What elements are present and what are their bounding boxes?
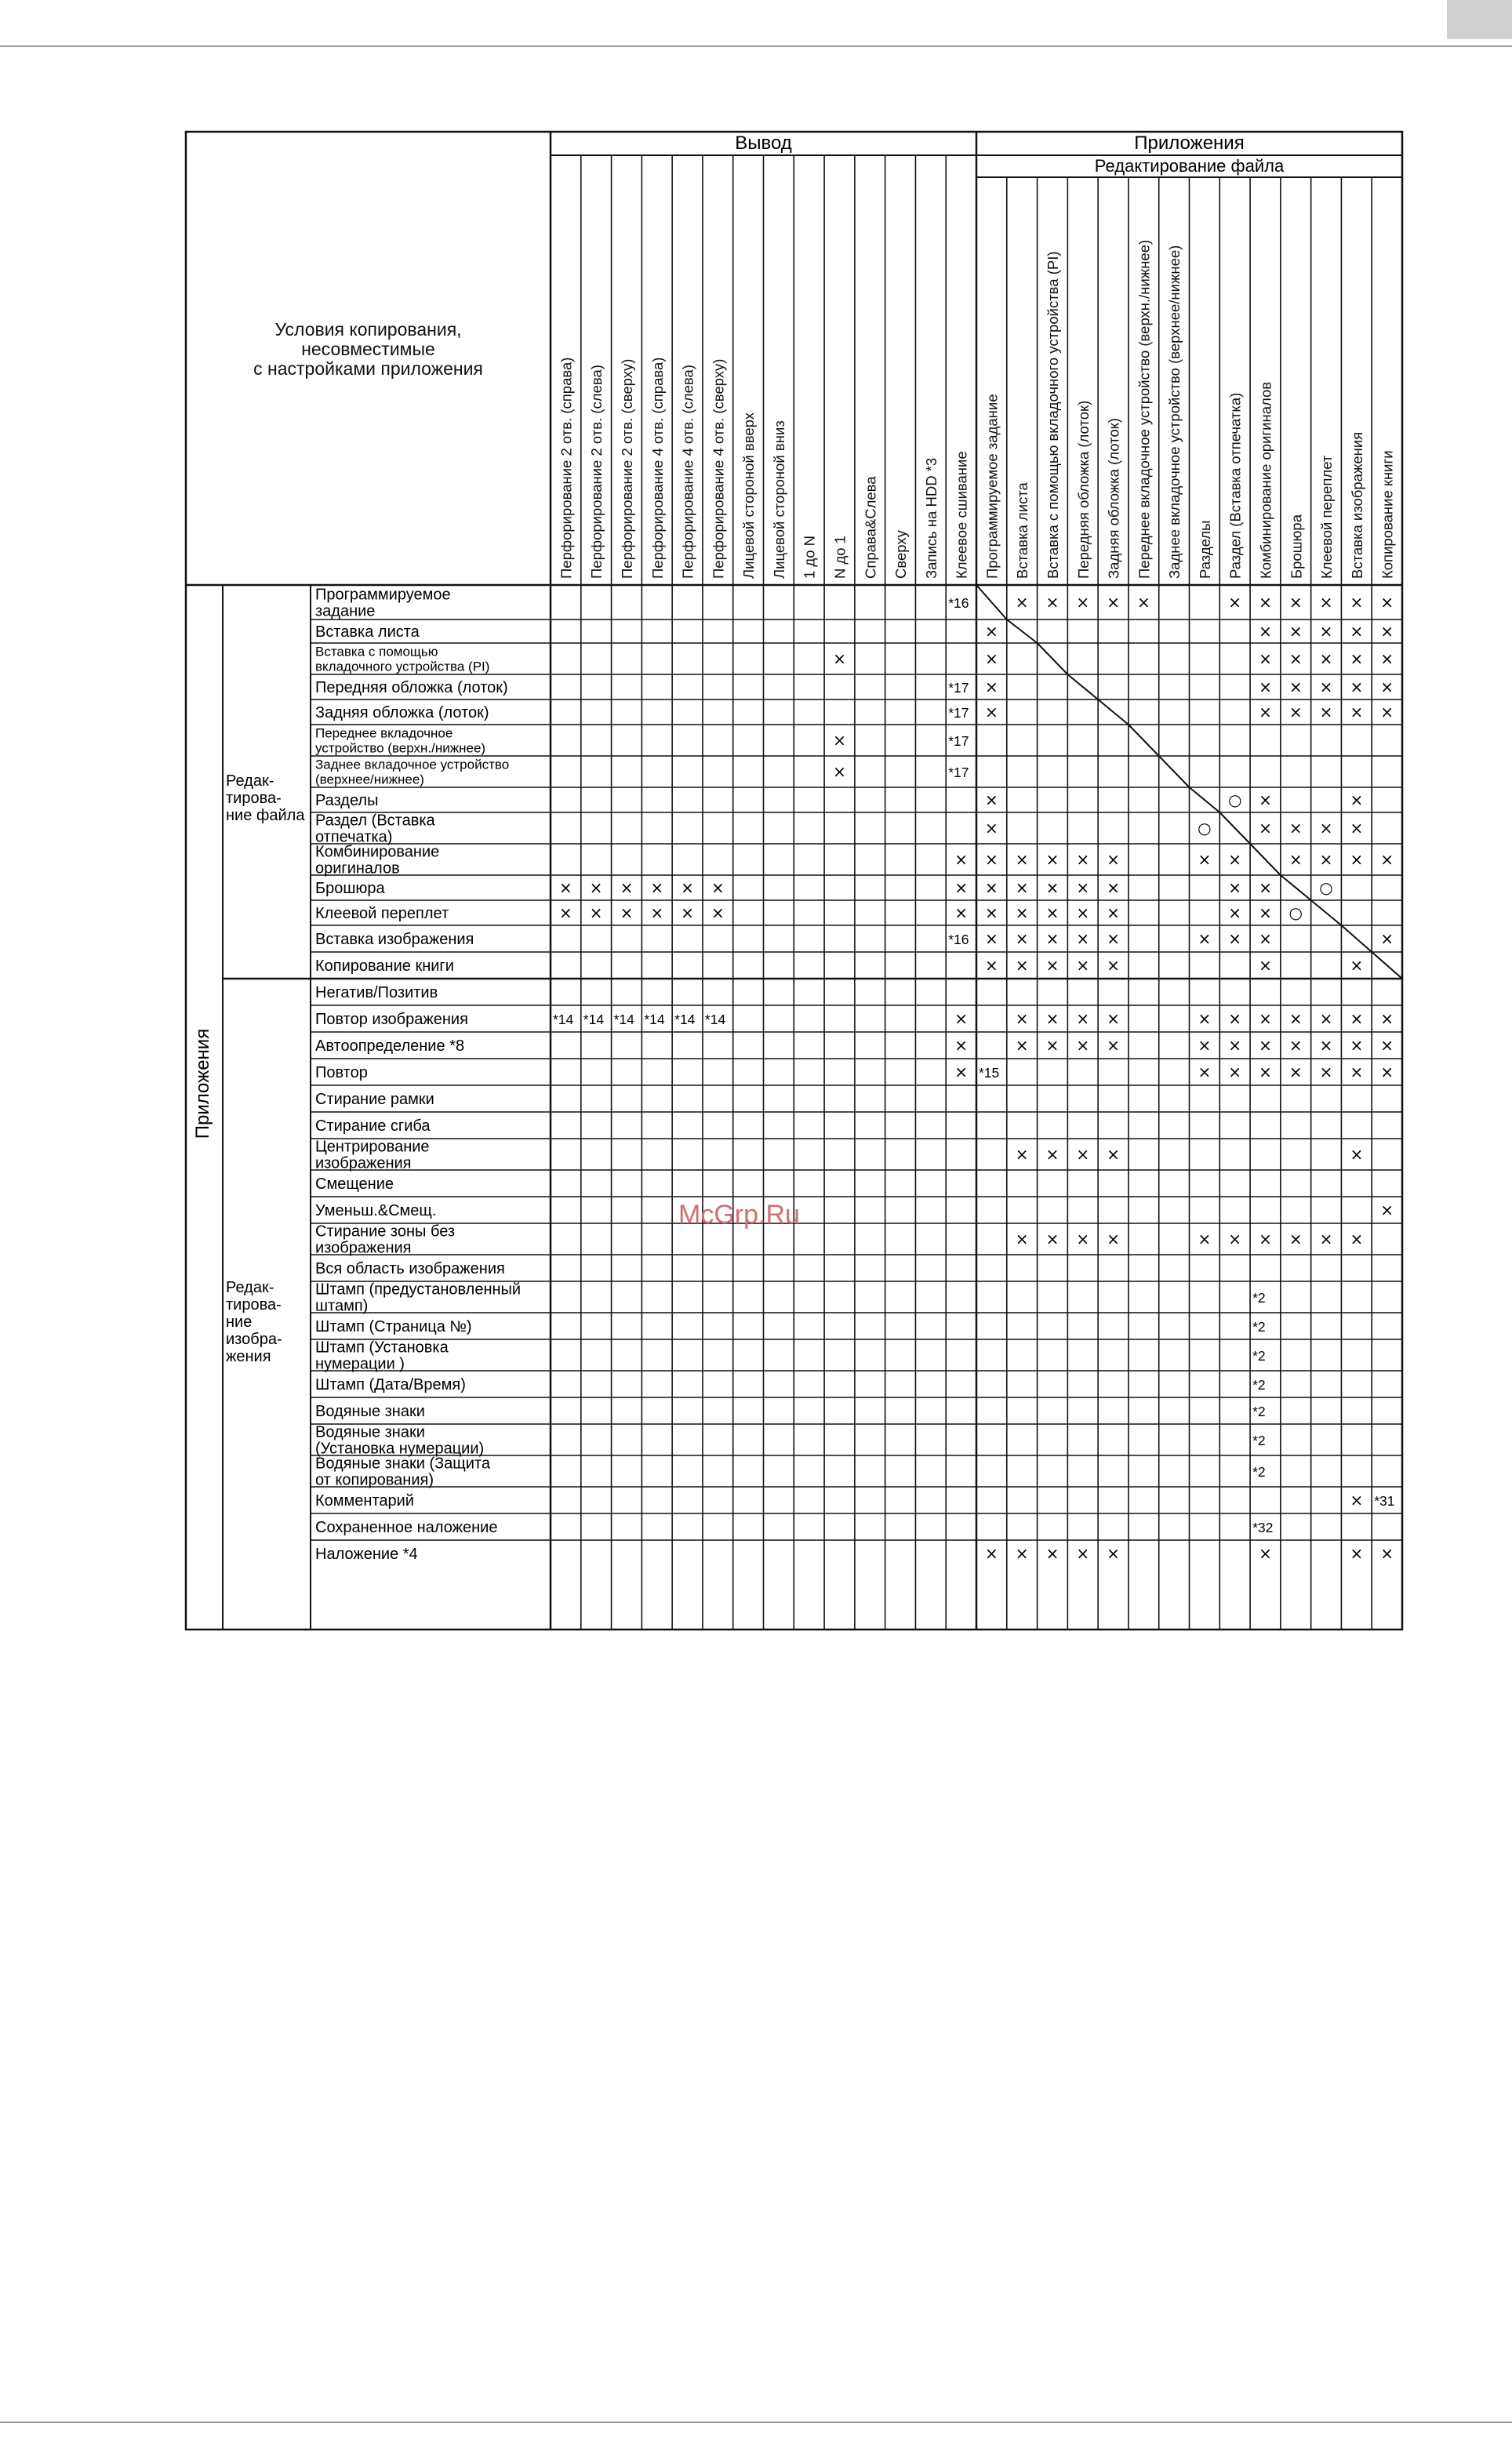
cell-incompatible-mark: × — [1350, 1063, 1364, 1081]
row-label: оригиналов — [315, 859, 400, 877]
cell-incompatible-mark: × — [681, 878, 694, 897]
cell-incompatible-mark: × — [620, 878, 634, 897]
cell-incompatible-mark: × — [1228, 850, 1242, 869]
cell-incompatible-mark: × — [1380, 1009, 1394, 1028]
cell-incompatible-mark: × — [1076, 1544, 1090, 1563]
diagonal-slash — [1038, 643, 1068, 674]
cell-incompatible-mark: × — [1076, 850, 1090, 869]
cell-incompatible-mark: × — [1076, 1036, 1090, 1055]
cell-incompatible-mark: × — [1228, 903, 1242, 922]
row-group-apps: Приложения — [192, 1028, 213, 1139]
cell-incompatible-mark: × — [1045, 850, 1059, 869]
row-label: задание — [315, 602, 376, 620]
cell-incompatible-mark: × — [1380, 1036, 1394, 1055]
cell-incompatible-mark: × — [1015, 593, 1029, 612]
cell-incompatible-mark: × — [1045, 593, 1059, 612]
row-group-file-edit: тирова- — [226, 790, 282, 807]
cell-incompatible-mark: × — [1107, 878, 1120, 897]
column-header: N до 1 — [831, 535, 849, 579]
row-label: Раздел (Вставка — [315, 812, 435, 830]
cell-incompatible-mark: × — [681, 903, 694, 922]
column-header: Перфорирование 2 отв. (слева) — [588, 365, 605, 579]
row-label: Брошюра — [315, 880, 385, 897]
cell-incompatible-mark: × — [1045, 1009, 1059, 1028]
cell-incompatible-mark: × — [1228, 593, 1242, 612]
cell-incompatible-mark: × — [650, 903, 664, 922]
cell-incompatible-mark: × — [1045, 1145, 1059, 1164]
cell-footnote: *14 — [674, 1012, 696, 1027]
cell-incompatible-mark: × — [1288, 819, 1303, 837]
cell-incompatible-mark: × — [1319, 1036, 1333, 1055]
cell-incompatible-mark: × — [589, 878, 603, 897]
column-header: Лицевой стороной вверх — [740, 412, 758, 579]
row-label: Задняя обложка (лоток) — [315, 704, 489, 721]
cell-incompatible-mark: × — [1259, 1230, 1272, 1248]
cell-conditional-mark: ○ — [1288, 903, 1303, 922]
cell-incompatible-mark: × — [1015, 1145, 1029, 1164]
cell-incompatible-mark: × — [1380, 593, 1394, 612]
diagonal-slash — [1281, 875, 1311, 900]
column-header: Брошюра — [1288, 514, 1305, 579]
cell-incompatible-mark: × — [1228, 1230, 1242, 1248]
cell-incompatible-mark: × — [1107, 1230, 1120, 1248]
row-label: Комбинирование — [315, 843, 440, 861]
cell-incompatible-mark: × — [1350, 1230, 1364, 1248]
cell-incompatible-mark: × — [559, 878, 572, 897]
cell-incompatible-mark: × — [1350, 649, 1364, 668]
cell-incompatible-mark: × — [1380, 703, 1394, 721]
row-label: Переднее вкладочное — [315, 725, 453, 741]
cell-incompatible-mark: × — [1288, 1009, 1303, 1028]
cell-incompatible-mark: × — [1380, 929, 1394, 948]
cell-incompatible-mark: × — [954, 903, 968, 922]
column-header: Лицевой стороной вниз — [770, 420, 787, 579]
cell-incompatible-mark: × — [1380, 850, 1394, 869]
row-label: Заднее вкладочное устройство — [315, 757, 510, 772]
row-label: (верхнее/нижнее) — [315, 772, 424, 787]
cell-incompatible-mark: × — [1350, 790, 1364, 809]
cell-incompatible-mark: × — [954, 878, 968, 897]
cell-incompatible-mark: × — [1107, 1145, 1120, 1164]
cell-incompatible-mark: × — [1288, 703, 1303, 721]
row-group-image-edit: жения — [226, 1348, 271, 1365]
row-label: от копирования) — [315, 1471, 434, 1489]
cell-incompatible-mark: × — [1259, 703, 1272, 721]
cell-incompatible-mark: × — [1350, 956, 1364, 975]
cell-incompatible-mark: × — [1198, 850, 1212, 869]
column-header: Раздел (Вставка отпечатка) — [1227, 392, 1244, 579]
cell-footnote: *32 — [1252, 1520, 1274, 1535]
column-header: Перфорирование 2 отв. (сверху) — [618, 358, 635, 579]
row-label: изображения — [315, 1154, 412, 1172]
cell-footnote: *2 — [1252, 1319, 1266, 1335]
header-title: несовместимые — [301, 339, 435, 359]
cell-incompatible-mark: × — [1350, 1491, 1364, 1510]
diagonal-slash — [1159, 756, 1190, 787]
cell-incompatible-mark: × — [1228, 929, 1242, 948]
cell-incompatible-mark: × — [985, 903, 998, 922]
cell-incompatible-mark: × — [1198, 1009, 1212, 1028]
column-header: Разделы — [1196, 520, 1213, 579]
row-group-image-edit: тирова- — [226, 1296, 282, 1313]
diagonal-slash — [1341, 925, 1372, 952]
cell-incompatible-mark: × — [985, 878, 998, 897]
column-header: Передняя обложка (лоток) — [1074, 400, 1092, 579]
cell-incompatible-mark: × — [1380, 622, 1394, 641]
row-label: Смещение — [315, 1175, 394, 1193]
row-label: изображения — [315, 1239, 412, 1257]
row-label: нумерации ) — [315, 1355, 405, 1373]
cell-incompatible-mark: × — [711, 903, 725, 922]
cell-incompatible-mark: × — [1288, 649, 1303, 668]
cell-footnote: *17 — [948, 765, 969, 780]
cell-incompatible-mark: × — [620, 903, 634, 922]
diagonal-slash — [1311, 900, 1342, 925]
header-title: Условия копирования, — [274, 319, 462, 340]
cell-incompatible-mark: × — [1319, 649, 1333, 668]
cell-incompatible-mark: × — [1288, 1230, 1303, 1248]
cell-incompatible-mark: × — [650, 878, 664, 897]
cell-incompatible-mark: × — [1076, 903, 1090, 922]
row-label: Штамп (предустановленный — [315, 1281, 522, 1299]
cell-incompatible-mark: × — [985, 929, 998, 948]
row-label: Стирание сгиба — [315, 1117, 431, 1135]
cell-incompatible-mark: × — [1319, 622, 1333, 641]
cell-incompatible-mark: × — [1319, 1230, 1333, 1248]
row-label: Вставка с помощью — [315, 644, 438, 659]
cell-incompatible-mark: × — [985, 956, 998, 975]
cell-incompatible-mark: × — [1045, 956, 1059, 975]
cell-incompatible-mark: × — [1107, 1036, 1120, 1055]
row-label: Копирование книги — [315, 957, 454, 975]
cell-incompatible-mark: × — [1076, 929, 1090, 948]
cell-incompatible-mark: × — [1350, 678, 1364, 696]
diagonal-slash — [1250, 844, 1281, 875]
cell-incompatible-mark: × — [1259, 956, 1272, 975]
column-header: Перфорирование 4 отв. (сверху) — [710, 358, 727, 579]
cell-footnote: *2 — [1252, 1290, 1266, 1306]
cell-incompatible-mark: × — [1015, 903, 1029, 922]
cell-incompatible-mark: × — [1319, 1009, 1333, 1028]
cell-incompatible-mark: × — [1107, 593, 1120, 612]
cell-incompatible-mark: × — [833, 649, 846, 668]
diagonal-slash — [1129, 725, 1159, 756]
column-header: Сверху — [892, 530, 910, 579]
cell-incompatible-mark: × — [1076, 1230, 1090, 1248]
cell-conditional-mark: ○ — [1198, 819, 1212, 837]
row-label: Вся область изображения — [315, 1260, 505, 1277]
column-header: Программируемое задание — [983, 394, 1001, 579]
cell-incompatible-mark: × — [1288, 678, 1303, 696]
cell-conditional-mark: ○ — [1319, 878, 1333, 897]
cell-incompatible-mark: × — [985, 850, 998, 869]
cell-footnote: *31 — [1374, 1493, 1395, 1509]
cell-incompatible-mark: × — [1350, 593, 1364, 612]
cell-incompatible-mark: × — [833, 731, 846, 750]
row-label: вкладочного устройства (PI) — [315, 659, 490, 674]
diagonal-slash — [1372, 952, 1402, 979]
cell-incompatible-mark: × — [1380, 649, 1394, 668]
row-label: Повтор изображения — [315, 1011, 468, 1028]
diagonal-slash — [1219, 812, 1250, 844]
cell-incompatible-mark: × — [1045, 1036, 1059, 1055]
row-label: Разделы — [315, 792, 379, 809]
column-header: Заднее вкладочное устройство (верхнее/нижнее) — [1166, 245, 1183, 579]
group-header-output: Вывод — [735, 133, 792, 154]
cell-footnote: *17 — [948, 705, 969, 721]
cell-incompatible-mark: × — [1319, 1063, 1333, 1081]
column-header: Перфорирование 4 отв. (слева) — [679, 365, 696, 579]
cell-incompatible-mark: × — [1288, 1063, 1303, 1081]
column-header: Вставка изображения — [1348, 431, 1365, 579]
cell-incompatible-mark: × — [1198, 929, 1212, 948]
cell-footnote: *2 — [1252, 1433, 1266, 1448]
diagonal-slash — [1098, 699, 1129, 725]
cell-incompatible-mark: × — [954, 1036, 968, 1055]
cell-incompatible-mark: × — [1259, 903, 1272, 922]
diagonal-slash — [1067, 674, 1098, 699]
watermark: McGrp.Ru — [678, 1200, 800, 1230]
row-label: Клеевой переплет — [315, 905, 449, 922]
cell-incompatible-mark: × — [1380, 1201, 1394, 1219]
cell-incompatible-mark: × — [1228, 1009, 1242, 1028]
cell-incompatible-mark: × — [1107, 903, 1120, 922]
row-label: Штамп (Дата/Время) — [315, 1376, 466, 1393]
cell-incompatible-mark: × — [1015, 956, 1029, 975]
row-group-image-edit: изобра- — [226, 1331, 282, 1348]
row-label: Водяные знаки — [315, 1403, 425, 1420]
cell-incompatible-mark: × — [1015, 850, 1029, 869]
diagonal-slash — [1190, 787, 1220, 812]
cell-incompatible-mark: × — [1107, 929, 1120, 948]
cell-incompatible-mark: × — [954, 1063, 968, 1081]
cell-incompatible-mark: × — [1259, 790, 1272, 809]
row-label: Вставка листа — [315, 623, 420, 641]
cell-incompatible-mark: × — [1076, 956, 1090, 975]
cell-incompatible-mark: × — [1228, 878, 1242, 897]
row-label: устройство (верхн./нижнее) — [315, 740, 486, 756]
cell-conditional-mark: ○ — [1227, 790, 1242, 809]
column-header: Перфорирование 2 отв. (справа) — [558, 357, 575, 579]
cell-incompatible-mark: × — [985, 1544, 998, 1563]
cell-incompatible-mark: × — [1259, 622, 1272, 641]
cell-footnote: *14 — [644, 1012, 665, 1027]
cell-incompatible-mark: × — [1198, 1063, 1212, 1081]
row-label: Наложение *4 — [315, 1546, 418, 1563]
cell-incompatible-mark: × — [1288, 850, 1303, 869]
row-label: Повтор — [315, 1064, 368, 1081]
cell-incompatible-mark: × — [1045, 878, 1059, 897]
cell-incompatible-mark: × — [985, 790, 998, 809]
cell-incompatible-mark: × — [1015, 1230, 1029, 1248]
cell-footnote: *2 — [1252, 1377, 1266, 1393]
cell-incompatible-mark: × — [1288, 622, 1303, 641]
cell-incompatible-mark: × — [1015, 929, 1029, 948]
cell-incompatible-mark: × — [1076, 593, 1090, 612]
diagonal-slash — [976, 585, 1007, 619]
column-header: Задняя обложка (лоток) — [1105, 418, 1122, 579]
cell-incompatible-mark: × — [1015, 1544, 1029, 1563]
cell-footnote: *16 — [948, 932, 969, 947]
cell-footnote: *2 — [1252, 1464, 1266, 1480]
cell-incompatible-mark: × — [1045, 1230, 1059, 1248]
cell-incompatible-mark: × — [1259, 649, 1272, 668]
cell-incompatible-mark: × — [1107, 850, 1120, 869]
cell-incompatible-mark: × — [1198, 1036, 1212, 1055]
cell-footnote: *14 — [613, 1012, 634, 1027]
row-label: Вставка изображения — [315, 931, 474, 948]
cell-incompatible-mark: × — [1076, 878, 1090, 897]
row-label: Комментарий — [315, 1492, 414, 1510]
cell-incompatible-mark: × — [1107, 1009, 1120, 1028]
cell-incompatible-mark: × — [1288, 593, 1303, 612]
cell-footnote: *17 — [948, 733, 969, 749]
cell-incompatible-mark: × — [1259, 678, 1272, 696]
row-label: Программируемое — [315, 586, 451, 604]
diagonal-slash — [1007, 619, 1038, 643]
row-label: Автоопределение *8 — [315, 1037, 465, 1055]
cell-incompatible-mark: × — [1350, 1036, 1364, 1055]
column-header: Копирование книги — [1379, 450, 1396, 579]
cell-incompatible-mark: × — [985, 703, 998, 721]
group-header-apps: Приложения — [1134, 133, 1245, 154]
cell-incompatible-mark: × — [1107, 1544, 1120, 1563]
cell-incompatible-mark: × — [1350, 850, 1364, 869]
row-label: Уменьш.&Смещ. — [315, 1202, 437, 1219]
cell-footnote: *17 — [948, 680, 969, 696]
cell-incompatible-mark: × — [1259, 1009, 1272, 1028]
cell-incompatible-mark: × — [1350, 1009, 1364, 1028]
row-group-image-edit: Редак- — [226, 1279, 274, 1296]
cell-incompatible-mark: × — [1380, 1544, 1394, 1563]
cell-incompatible-mark: × — [1350, 622, 1364, 641]
column-header: Перфорирование 4 отв. (справа) — [649, 357, 666, 579]
cell-incompatible-mark: × — [1319, 593, 1333, 612]
header-title: с настройками приложения — [253, 358, 483, 379]
column-header: Запись на HDD *3 — [922, 457, 940, 579]
row-label: (Установка нумерации) — [315, 1440, 485, 1458]
column-header: Вставка листа — [1014, 482, 1031, 579]
cell-incompatible-mark: × — [1350, 703, 1364, 721]
cell-incompatible-mark: × — [1076, 1009, 1090, 1028]
cell-incompatible-mark: × — [1045, 929, 1059, 948]
cell-incompatible-mark: × — [1228, 1063, 1242, 1081]
column-header: Клеевое сшивание — [953, 451, 970, 579]
column-header: Клеевой переплет — [1318, 455, 1336, 579]
column-header: Вставка с помощью вкладочного устройства (PI) — [1044, 251, 1061, 579]
cell-incompatible-mark: × — [1259, 1544, 1272, 1563]
cell-incompatible-mark: × — [589, 903, 603, 922]
cell-footnote: *14 — [583, 1012, 605, 1027]
row-label: Штамп (Страница №) — [315, 1318, 472, 1335]
cell-incompatible-mark: × — [1259, 819, 1272, 837]
cell-incompatible-mark: × — [985, 678, 998, 696]
row-label: Водяные знаки (Защита — [315, 1455, 490, 1473]
row-label: Сохраненное наложение — [315, 1519, 498, 1536]
cell-incompatible-mark: × — [1259, 593, 1272, 612]
cell-incompatible-mark: × — [985, 819, 998, 837]
cell-incompatible-mark: × — [711, 878, 725, 897]
row-label: отпечатка) — [315, 828, 393, 846]
cell-incompatible-mark: × — [1015, 1009, 1029, 1028]
cell-footnote: *16 — [948, 595, 969, 611]
row-label: Негатив/Позитив — [315, 984, 438, 1001]
cell-incompatible-mark: × — [1319, 678, 1333, 696]
cell-incompatible-mark: × — [1319, 819, 1333, 837]
row-label: Стирание зоны без — [315, 1223, 456, 1241]
cell-incompatible-mark: × — [1319, 703, 1333, 721]
column-header: Переднее вкладочное устройство (верхн./нижнее) — [1136, 239, 1153, 579]
cell-incompatible-mark: × — [1350, 819, 1364, 837]
cell-incompatible-mark: × — [1350, 1145, 1364, 1164]
cell-incompatible-mark: × — [833, 762, 846, 781]
cell-incompatible-mark: × — [1076, 1145, 1090, 1164]
row-label: Стирание рамки — [315, 1091, 434, 1108]
cell-footnote: *2 — [1252, 1348, 1266, 1364]
cell-footnote: *14 — [553, 1012, 574, 1027]
row-group-image-edit: ние — [226, 1313, 253, 1331]
cell-footnote: *14 — [704, 1012, 726, 1027]
column-header: Комбинирование оригиналов — [1257, 381, 1274, 579]
cell-incompatible-mark: × — [954, 850, 968, 869]
cell-incompatible-mark: × — [1045, 1544, 1059, 1563]
cell-incompatible-mark: × — [1259, 929, 1272, 948]
row-label: Штамп (Установка — [315, 1339, 449, 1357]
cell-incompatible-mark: × — [1259, 1063, 1272, 1081]
group-header-file-edit: Редактирование файла — [1094, 156, 1285, 176]
cell-incompatible-mark: × — [1288, 1036, 1303, 1055]
cell-incompatible-mark: × — [985, 649, 998, 668]
cell-incompatible-mark: × — [1380, 1063, 1394, 1081]
cell-footnote: *2 — [1252, 1404, 1266, 1419]
cell-incompatible-mark: × — [1015, 1036, 1029, 1055]
row-group-file-edit: ние файла — [226, 807, 305, 824]
cell-incompatible-mark: × — [1350, 1544, 1364, 1563]
cell-incompatible-mark: × — [1380, 678, 1394, 696]
cell-incompatible-mark: × — [985, 622, 998, 641]
cell-incompatible-mark: × — [1228, 1036, 1242, 1055]
cell-incompatible-mark: × — [954, 1009, 968, 1028]
cell-incompatible-mark: × — [1259, 1036, 1272, 1055]
cell-incompatible-mark: × — [1136, 593, 1150, 612]
row-group-file-edit: Редак- — [226, 772, 274, 790]
cell-incompatible-mark: × — [1045, 903, 1059, 922]
row-label: штамп) — [315, 1297, 369, 1315]
row-label: Центрирование — [315, 1138, 430, 1156]
column-header: Справа&Слева — [862, 476, 879, 579]
cell-footnote: *15 — [979, 1065, 1000, 1081]
row-label: Водяные знаки — [315, 1423, 425, 1441]
cell-incompatible-mark: × — [1319, 850, 1333, 869]
row-label: Передняя обложка (лоток) — [315, 679, 508, 696]
cell-incompatible-mark: × — [1015, 878, 1029, 897]
cell-incompatible-mark: × — [1259, 878, 1272, 897]
column-header: 1 до N — [801, 535, 818, 579]
cell-incompatible-mark: × — [559, 903, 572, 922]
cell-incompatible-mark: × — [1198, 1230, 1212, 1248]
cell-incompatible-mark: × — [1107, 956, 1120, 975]
